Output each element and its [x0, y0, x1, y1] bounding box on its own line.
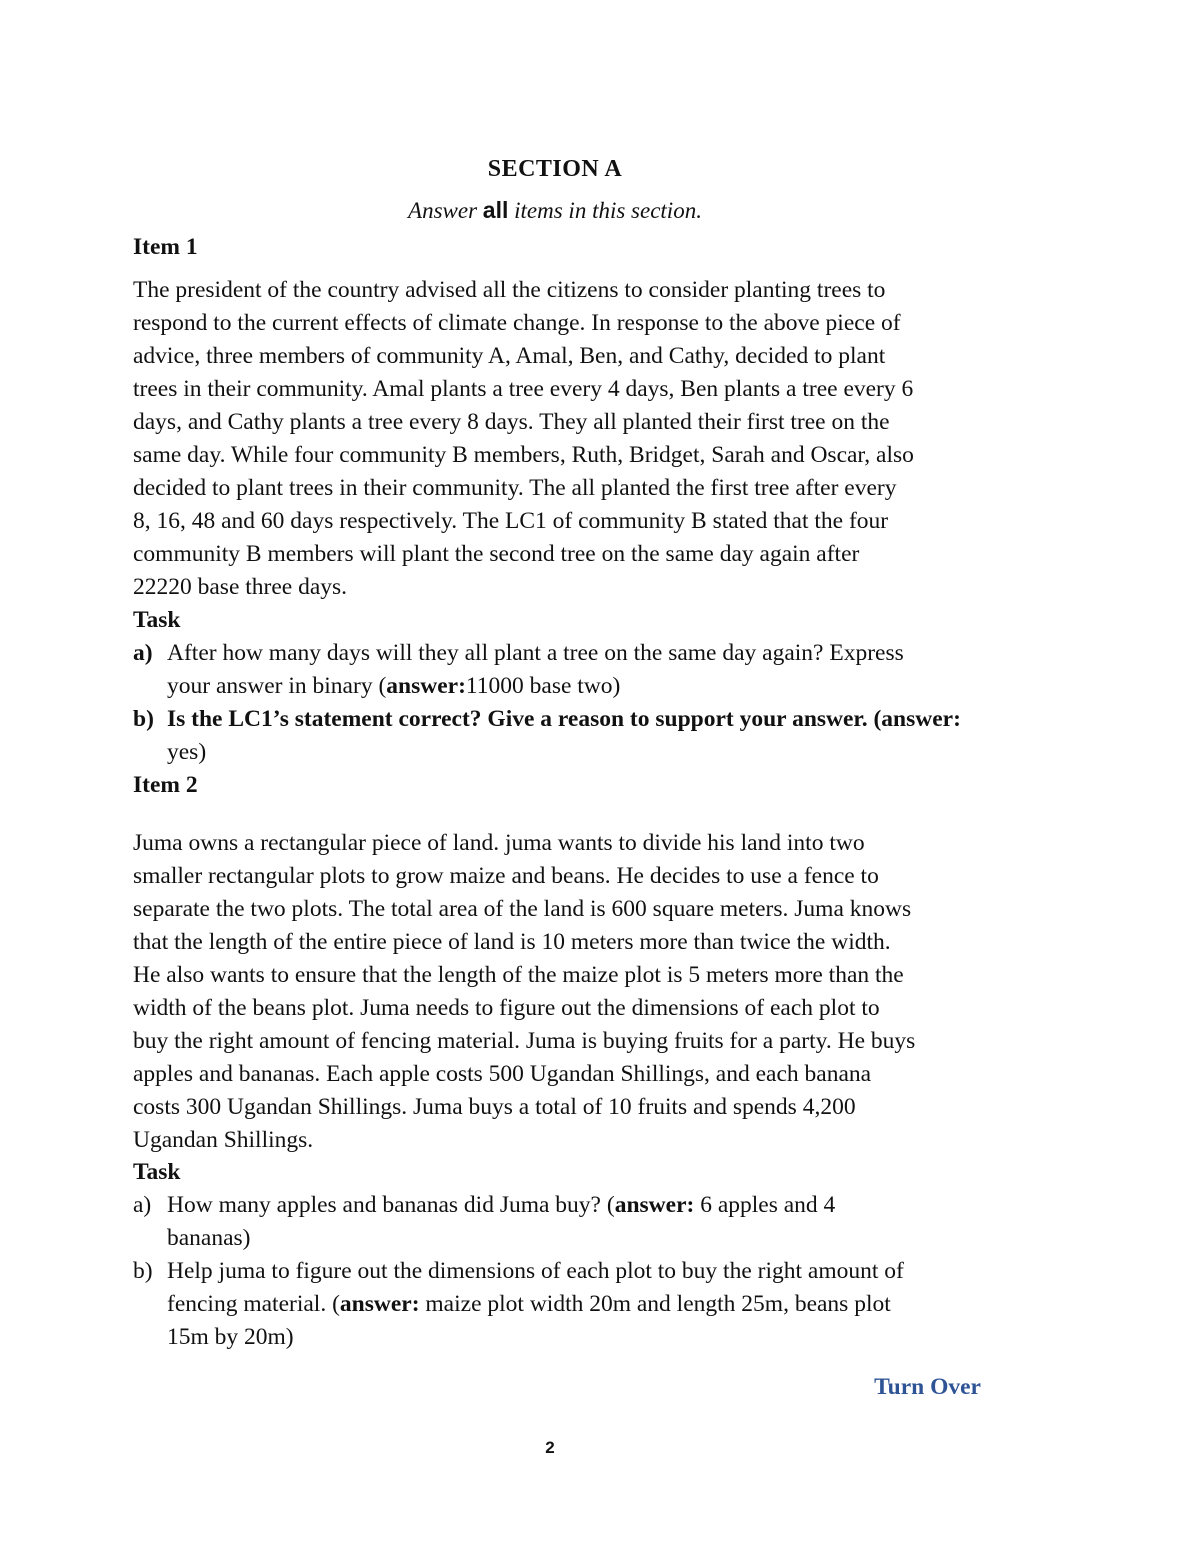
- task-b-line-1: [167, 703, 983, 736]
- paragraph-line: 8, 16, 48 and 60 days respectively. The LC1 of community B stated that the four: [133, 508, 889, 534]
- paragraph-line: Juma owns a rectangular piece of land. juma wants to divide his land into two: [133, 830, 865, 856]
- paragraph-line: 22220 base three days.: [133, 574, 348, 600]
- task-b-line-1: Help juma to figure out the dimensions of each plot to buy the right amount of: [167, 1258, 904, 1284]
- task-b-line-3: 15m by 20m): [167, 1324, 294, 1350]
- task-a-line-1: After how many days will they all plant a tree on the same day again? Express: [167, 640, 904, 666]
- item-1-task-a: [133, 637, 983, 703]
- turn-over-label: Turn Over: [874, 1374, 981, 1400]
- paragraph-line: The president of the country advised all the citizens to consider planting trees to: [133, 277, 886, 303]
- instruction-text-bold: all: [482, 197, 509, 223]
- task-a-line-1: [167, 1189, 983, 1222]
- paragraph-line: advice, three members of community A, Amal, Ben, and Cathy, decided to plant: [133, 343, 886, 369]
- item-2-task: [133, 1156, 983, 1354]
- item-1-task: [133, 604, 983, 769]
- answer-label: answer:: [881, 706, 961, 732]
- item-1-heading: Item 1: [133, 234, 198, 260]
- paragraph-line: width of the beans plot. Juma needs to figure out the dimensions of each plot to: [133, 995, 880, 1021]
- item-2-heading: Item 2: [133, 772, 198, 798]
- task-a-line-2: [167, 670, 983, 703]
- item-1-paragraph: [133, 274, 983, 604]
- instruction-text-post: items in this section.: [508, 198, 702, 223]
- task-b-marker: b): [133, 1258, 153, 1284]
- answer-label: answer:: [339, 1291, 420, 1317]
- paragraph-line: apples and bananas. Each apple costs 500 Ugandan Shillings, and each banana: [133, 1061, 872, 1087]
- paragraph-line: that the length of the entire piece of land is 10 meters more than twice the width.: [133, 929, 891, 955]
- task-b-line-2-pre: fencing material. (: [167, 1291, 340, 1317]
- task-b-line-2: [167, 1288, 983, 1321]
- task-b-answer: maize plot width 20m and length 25m, beans plot: [419, 1291, 891, 1317]
- task-a-marker: a): [133, 1192, 152, 1218]
- paragraph-line: buy the right amount of fencing material. Juma is buying fruits for a party. He buys: [133, 1028, 916, 1054]
- task-a-line-1-pre: How many apples and bananas did Juma buy? (: [167, 1192, 615, 1218]
- paragraph-line: separate the two plots. The total area of the land is 600 square meters. Juma knows: [133, 896, 912, 922]
- item-1-task-b: [133, 703, 983, 769]
- answer-label: answer:: [386, 673, 466, 699]
- page-number: 2: [545, 1438, 555, 1457]
- instruction-text-pre: Answer: [408, 198, 483, 223]
- paragraph-line: community B members will plant the second tree on the same day again after: [133, 541, 860, 567]
- paragraph-line: decided to plant trees in their community. The all planted the first tree after every: [133, 475, 897, 501]
- paragraph-line: respond to the current effects of climate change. In response to the above piece of: [133, 310, 901, 336]
- item-2: [133, 769, 983, 802]
- item-2-task-a: [133, 1189, 983, 1255]
- section-instruction: [0, 197, 1110, 224]
- paragraph-line: costs 300 Ugandan Shillings. Juma buys a total of 10 fruits and spends 4,200: [133, 1094, 856, 1120]
- section-title: SECTION A: [487, 156, 623, 182]
- paragraph-line: He also wants to ensure that the length of the maize plot is 5 meters more than the: [133, 962, 904, 988]
- task-a-marker: a): [133, 640, 153, 666]
- answer-label: answer:: [614, 1192, 695, 1218]
- item-1: [133, 231, 983, 264]
- item-2-paragraph: [133, 827, 983, 1157]
- task-b-line-1-pre: Is the LC1’s statement correct? Give a reason to support your answer. (: [167, 706, 882, 732]
- paragraph-line: days, and Cathy plants a tree every 8 days. They all planted their first tree on the: [133, 409, 890, 435]
- task-b-line-2: yes): [167, 739, 207, 765]
- paragraph-line: Ugandan Shillings.: [133, 1127, 314, 1153]
- task-a-answer: 6 apples and 4: [694, 1192, 836, 1218]
- task-a-answer: 11000 base two): [465, 673, 621, 699]
- paragraph-line: same day. While four community B members, Ruth, Bridget, Sarah and Oscar, also: [133, 442, 914, 468]
- task-b-marker: b): [133, 706, 154, 732]
- task-a-line-2-pre: your answer in binary (: [167, 673, 387, 699]
- paragraph-line: trees in their community. Amal plants a tree every 4 days, Ben plants a tree every 6: [133, 376, 914, 402]
- paragraph-line: smaller rectangular plots to grow maize and beans. He decides to use a fence to: [133, 863, 879, 889]
- task-a-line-2: bananas): [167, 1225, 251, 1251]
- item-2-task-heading: Task: [133, 1159, 181, 1185]
- item-2-task-b: [133, 1255, 983, 1354]
- item-1-task-heading: Task: [133, 607, 181, 633]
